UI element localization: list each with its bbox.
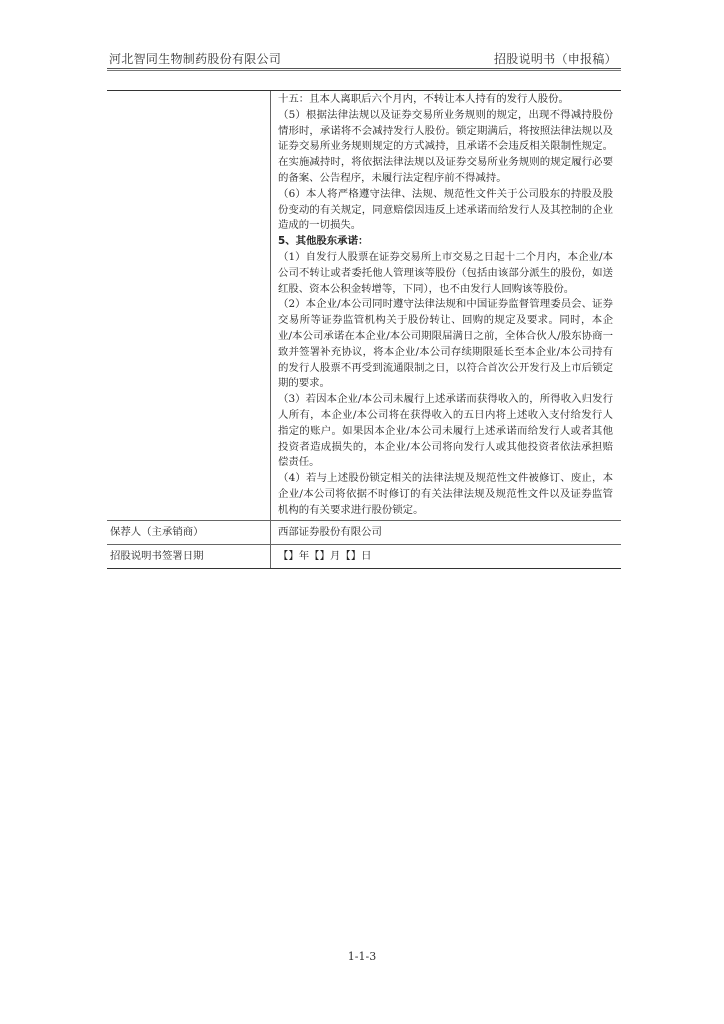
commitment-row (107, 91, 621, 521)
info-table (107, 90, 621, 569)
sponsor-row (107, 521, 621, 545)
header-doc-type: 招股说明书（申报稿） (493, 52, 617, 66)
signing-date-label: 招股说明书签署日期 (107, 545, 271, 568)
sponsor-label: 保荐人（主承销商） (107, 521, 271, 544)
header-rule (107, 68, 621, 69)
page-header (107, 48, 621, 68)
paragraph: （3）若因本企业/本公司未履行上述承诺而获得收入的，所得收入归发行人所有，本企业/本公司将在获得收入的五日内将上述收入支付给发行人指定的账户。如果因本企业/本公司未履行上述承诺而给发行人或者其他投资者造成损失的，本企业/本公司将向发行人或其他投资者依法承担赔偿责任。 (278, 393, 613, 469)
header-company: 河北智同生物制药股份有限公司 (109, 52, 282, 66)
header-rule-secondary (107, 70, 621, 71)
paragraph: （6）本人将严格遵守法律、法规、规范性文件关于公司股东的持股及股份变动的有关规定，同意赔偿因违反上述承诺而给发行人及其控制的企业造成的一切损失。 (278, 187, 613, 232)
signing-date-value: 【】年【】月【】日 (278, 549, 372, 562)
page-number: 1-1-3 (347, 950, 377, 963)
signing-date-row (107, 545, 621, 568)
commitment-content-cell (271, 91, 621, 520)
paragraph: （2）本企业/本公司同时遵守法律法规和中国证券监督管理委员会、证券交易所等证券监管机构关于股份转让、回购的规定及要求。同时，本企业/本公司承诺在本企业/本公司期限届满日之前，全体合伙人/股东协商一致并签署补充协议，将本企业/本公司存续期限延长至本企业/本公司持有的发行人股票不再受到流通限制之日，以符合首次公开发行及上市后锁定期的要求。 (278, 298, 613, 390)
sponsor-value: 西部证券股份有限公司 (278, 525, 382, 538)
paragraph: （1）自发行人股票在证券交易所上市交易之日起十二个月内，本企业/本公司不转让或者委托他人管理该等股份（包括由该部分派生的股份，如送红股、资本公积金转增等，下同），也不由发行人回购该等股份。 (278, 250, 613, 295)
paragraph: （4）若与上述股份锁定相关的法律法规及规范性文件被修订、废止，本企业/本公司将依据不时修订的有关法律法规及规范性文件以及证券监管机构的有关要求进行股份锁定。 (278, 472, 613, 516)
commitment-label-cell (107, 91, 271, 520)
paragraph: 十五：且本人离职后六个月内，不转让本人持有的发行人股份。 (278, 93, 569, 105)
paragraph: （5）根据法律法规以及证券交易所业务规则的规定，出现不得减持股份情形时，承诺将不会减持发行人股份。锁定期满后，将按照法律法规以及证券交易所业务规则规定的方式减持，且承诺不会违反相关限制性规定。在实施减持时，将依据法律法规以及证券交易所业务规则的规定履行必要的备案、公告程序，未履行法定程序前不得减持。 (278, 108, 613, 184)
section-heading: 5、其他股东承诺： (278, 235, 369, 248)
